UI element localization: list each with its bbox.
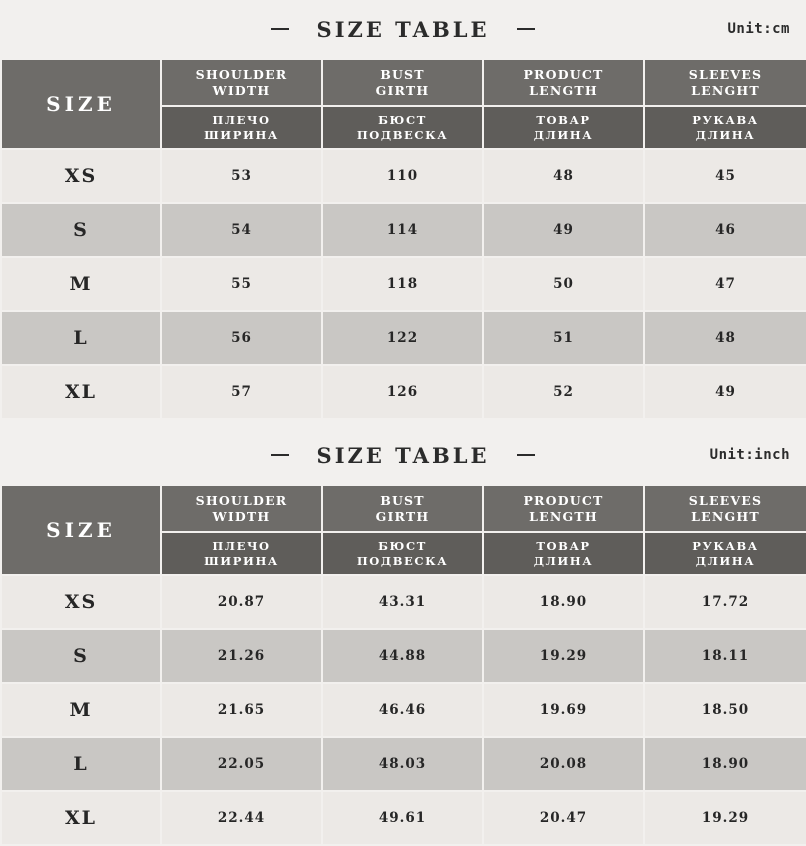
col-en-line1: SLEEVES	[688, 492, 763, 508]
column-header-ru-shoulder-width-inch	[161, 532, 322, 575]
column-header-shoulder-width-inch	[161, 485, 322, 532]
column-header-shoulder-width-cm	[161, 59, 322, 106]
title-row-inch	[0, 426, 806, 484]
row-value: 122	[322, 311, 483, 365]
col-en-line2: WIDTH	[212, 508, 271, 524]
title-wrap-inch	[271, 443, 536, 468]
table-row	[1, 683, 806, 737]
row-size-label: XL	[1, 791, 161, 845]
row-value: 21.65	[161, 683, 322, 737]
table-row	[1, 575, 806, 629]
col-en-line1: BUST	[380, 492, 425, 508]
row-value: 51	[483, 311, 644, 365]
col-en-line2: LENGHT	[691, 82, 760, 98]
row-value: 50	[483, 257, 644, 311]
row-value: 48	[644, 311, 806, 365]
unit-label-cm: Unit:cm	[727, 21, 790, 37]
col-ru-line2: ДЛИНА	[695, 127, 756, 142]
row-value: 54	[161, 203, 322, 257]
header-row-en-inch	[1, 485, 806, 532]
dash-left-icon	[271, 28, 289, 30]
col-en-line2: LENGTH	[529, 82, 598, 98]
row-value: 18.50	[644, 683, 806, 737]
title-wrap-cm	[271, 17, 536, 42]
row-size-label: S	[1, 629, 161, 683]
col-ru-line1: РУКАВА	[692, 538, 759, 553]
row-value: 20.47	[483, 791, 644, 845]
row-value: 43.31	[322, 575, 483, 629]
col-ru-line2: ПОДВЕСКА	[356, 127, 449, 142]
col-ru-line2: ДЛИНА	[533, 553, 594, 568]
row-size-label: XL	[1, 365, 161, 419]
column-header-sleeves-length-inch	[644, 485, 806, 532]
row-value: 57	[161, 365, 322, 419]
table-row	[1, 311, 806, 365]
row-size-label: S	[1, 203, 161, 257]
col-en-line2: GIRTH	[375, 508, 430, 524]
row-value: 114	[322, 203, 483, 257]
row-size-label: XS	[1, 575, 161, 629]
table-row	[1, 737, 806, 791]
table-row	[1, 629, 806, 683]
size-table-inch	[0, 484, 806, 846]
row-value: 47	[644, 257, 806, 311]
row-value: 48	[483, 149, 644, 203]
row-size-label: XS	[1, 149, 161, 203]
col-en-line1: SHOULDER	[195, 492, 288, 508]
column-header-ru-product-length-inch	[483, 532, 644, 575]
column-header-bust-girth-inch	[322, 485, 483, 532]
column-header-ru-sleeves-length-inch	[644, 532, 806, 575]
dash-left-icon	[271, 454, 289, 456]
row-value: 52	[483, 365, 644, 419]
column-header-ru-shoulder-width-cm	[161, 106, 322, 149]
size-header-cm: SIZE	[1, 59, 161, 149]
col-en-line1: BUST	[380, 66, 425, 82]
col-ru-line1: ТОВАР	[536, 112, 591, 127]
size-table-block-inch	[0, 426, 806, 846]
row-value: 22.44	[161, 791, 322, 845]
row-value: 49	[483, 203, 644, 257]
row-value: 46.46	[322, 683, 483, 737]
column-header-bust-girth-cm	[322, 59, 483, 106]
column-header-ru-bust-girth-cm	[322, 106, 483, 149]
row-value: 110	[322, 149, 483, 203]
row-value: 118	[322, 257, 483, 311]
row-value: 18.11	[644, 629, 806, 683]
row-value: 48.03	[322, 737, 483, 791]
row-value: 55	[161, 257, 322, 311]
row-size-label: M	[1, 257, 161, 311]
row-value: 19.29	[644, 791, 806, 845]
row-value: 20.08	[483, 737, 644, 791]
col-en-line1: SHOULDER	[195, 66, 288, 82]
dash-right-icon	[517, 28, 535, 30]
row-value: 18.90	[483, 575, 644, 629]
page-title-inch: SIZE TABLE	[316, 442, 490, 468]
col-ru-line1: РУКАВА	[692, 112, 759, 127]
table-row	[1, 257, 806, 311]
size-header-inch: SIZE	[1, 485, 161, 575]
row-value: 44.88	[322, 629, 483, 683]
row-value: 46	[644, 203, 806, 257]
col-ru-line1: ПЛЕЧО	[212, 112, 271, 127]
col-en-line2: GIRTH	[375, 82, 430, 98]
col-ru-line2: ШИРИНА	[204, 127, 279, 142]
col-en-line1: PRODUCT	[523, 492, 604, 508]
page-title-cm: SIZE TABLE	[316, 16, 490, 42]
col-ru-line1: БЮСТ	[378, 538, 427, 553]
column-header-ru-product-length-cm	[483, 106, 644, 149]
size-table-block-cm	[0, 0, 806, 420]
row-value: 49.61	[322, 791, 483, 845]
row-value: 19.29	[483, 629, 644, 683]
row-value: 22.05	[161, 737, 322, 791]
row-size-label: L	[1, 737, 161, 791]
column-header-ru-bust-girth-inch	[322, 532, 483, 575]
col-ru-line1: ПЛЕЧО	[212, 538, 271, 553]
col-ru-line1: ТОВАР	[536, 538, 591, 553]
row-value: 45	[644, 149, 806, 203]
row-value: 126	[322, 365, 483, 419]
row-value: 20.87	[161, 575, 322, 629]
row-size-label: M	[1, 683, 161, 737]
col-en-line2: LENGTH	[529, 508, 598, 524]
col-en-line1: PRODUCT	[523, 66, 604, 82]
col-ru-line2: ПОДВЕСКА	[356, 553, 449, 568]
unit-label-inch: Unit:inch	[709, 447, 790, 463]
row-value: 21.26	[161, 629, 322, 683]
title-row-cm	[0, 0, 806, 58]
column-header-product-length-cm	[483, 59, 644, 106]
dash-right-icon	[517, 454, 535, 456]
table-row	[1, 203, 806, 257]
column-header-product-length-inch	[483, 485, 644, 532]
column-header-sleeves-length-cm	[644, 59, 806, 106]
table-row	[1, 149, 806, 203]
column-header-ru-sleeves-length-cm	[644, 106, 806, 149]
col-ru-line2: ШИРИНА	[204, 553, 279, 568]
row-value: 18.90	[644, 737, 806, 791]
row-value: 53	[161, 149, 322, 203]
col-ru-line1: БЮСТ	[378, 112, 427, 127]
row-value: 56	[161, 311, 322, 365]
col-en-line2: LENGHT	[691, 508, 760, 524]
size-table-cm	[0, 58, 806, 420]
col-en-line1: SLEEVES	[688, 66, 763, 82]
col-en-line2: WIDTH	[212, 82, 271, 98]
row-value: 17.72	[644, 575, 806, 629]
table-row	[1, 791, 806, 845]
row-size-label: L	[1, 311, 161, 365]
col-ru-line2: ДЛИНА	[533, 127, 594, 142]
col-ru-line2: ДЛИНА	[695, 553, 756, 568]
row-value: 49	[644, 365, 806, 419]
table-row	[1, 365, 806, 419]
row-value: 19.69	[483, 683, 644, 737]
header-row-en-cm	[1, 59, 806, 106]
